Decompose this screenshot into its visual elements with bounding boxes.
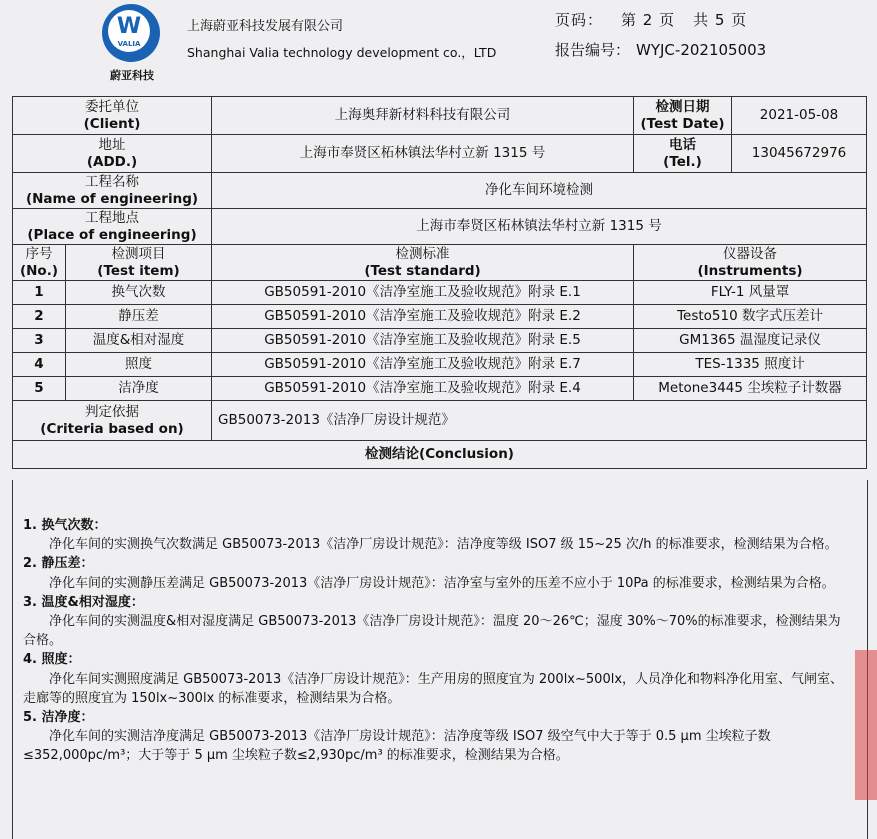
item-instrument: TES-1335 照度计 bbox=[634, 353, 867, 377]
conclusion-section bbox=[12, 480, 868, 839]
page-total: 共 5 页 bbox=[693, 11, 748, 29]
page-label: 页码： bbox=[555, 11, 604, 29]
address-label: 地址 (ADD.) bbox=[13, 135, 212, 173]
item-instrument: Testo510 数字式压差计 bbox=[634, 305, 867, 329]
conclusion-heading: 2. 静压差： bbox=[23, 556, 94, 572]
conclusion-item bbox=[23, 593, 853, 651]
logo-mark: W bbox=[116, 14, 142, 39]
conclusion-body bbox=[23, 516, 853, 766]
item-name: 温度&相对湿度 bbox=[66, 329, 212, 353]
item-no: 2 bbox=[13, 305, 66, 329]
item-instrument: FLY-1 风量罩 bbox=[634, 281, 867, 305]
engineering-name-label: 工程名称 (Name of engineering) bbox=[13, 173, 212, 209]
report-header bbox=[0, 0, 877, 92]
conclusion-heading: 4. 照度： bbox=[23, 652, 81, 668]
test-date-value: 2021-05-08 bbox=[732, 97, 867, 135]
item-instrument: Metone3445 尘埃粒子计数器 bbox=[634, 377, 867, 401]
address-value: 上海市奉贤区柘林镇法华村立新 1315 号 bbox=[212, 135, 634, 173]
item-no: 5 bbox=[13, 377, 66, 401]
conclusion-text: 净化车间的实测换气次数满足 GB50073-2013《洁净厂房设计规范》：洁净度等级 ISO7 级 15~25 次/h 的标准要求，检测结果为合格。 bbox=[49, 537, 838, 553]
table-row bbox=[13, 305, 867, 329]
report-info-table bbox=[12, 96, 867, 469]
standard-header: 检测标准 (Test standard) bbox=[212, 245, 634, 281]
company-name-en: Shanghai Valia technology development co.，LTD bbox=[187, 45, 497, 60]
criteria-row bbox=[13, 401, 867, 441]
address-row bbox=[13, 135, 867, 173]
conclusion-heading: 1. 换气次数： bbox=[23, 518, 107, 533]
client-label: 委托单位 (Client) bbox=[13, 97, 212, 135]
table-row bbox=[13, 353, 867, 377]
instrument-header: 仪器设备 (Instruments) bbox=[634, 245, 867, 281]
client-value: 上海奥拜新材料科技有限公司 bbox=[212, 97, 634, 135]
official-stamp bbox=[855, 650, 877, 800]
company-name-cn: 上海蔚亚科技发展有限公司 bbox=[187, 19, 344, 34]
report-number-value: WYJC-202105003 bbox=[636, 41, 767, 59]
item-name: 换气次数 bbox=[66, 281, 212, 305]
engineering-name-row bbox=[13, 173, 867, 209]
item-name: 洁净度 bbox=[66, 377, 212, 401]
conclusion-text: 净化车间的实测温度&相对湿度满足 GB50073-2013《洁净厂房设计规范》：温度 20～26℃；湿度 30%～70%的标准要求，检测结果为合格。 bbox=[23, 614, 841, 649]
item-instrument: GM1365 温湿度记录仪 bbox=[634, 329, 867, 353]
item-no: 4 bbox=[13, 353, 66, 377]
no-header: 序号 (No.) bbox=[13, 245, 66, 281]
logo-text: VALIA bbox=[117, 40, 141, 48]
item-standard: GB50591-2010《洁净室施工及验收规范》附录 E.2 bbox=[212, 305, 634, 329]
page-number bbox=[555, 9, 765, 30]
conclusion-title-row bbox=[13, 441, 867, 469]
report-number-label: 报告编号： bbox=[555, 41, 631, 59]
items-header-row bbox=[13, 245, 867, 281]
company-logo bbox=[100, 4, 164, 84]
item-standard: GB50591-2010《洁净室施工及验收规范》附录 E.7 bbox=[212, 353, 634, 377]
client-row bbox=[13, 97, 867, 135]
tel-value: 13045672976 bbox=[732, 135, 867, 173]
criteria-value: GB50073-2013《洁净厂房设计规范》 bbox=[212, 401, 867, 441]
conclusion-title: 检测结论(Conclusion) bbox=[13, 441, 867, 469]
conclusion-text: 净化车间实测照度满足 GB50073-2013《洁净厂房设计规范》：生产用房的照度宜为 200lx~500lx，人员净化和物料净化用室、气闸室、走廊等的照度宜为 150lx~300lx 的标准要求，检测结果为合格。 bbox=[23, 671, 844, 706]
item-header: 检测项目 (Test item) bbox=[66, 245, 212, 281]
conclusion-text: 净化车间的实测洁净度满足 GB50073-2013《洁净厂房设计规范》：洁净度等级 ISO7 级空气中大于等于 0.5 μm 尘埃粒子数≤352,000pc/m³；大于等于 5 μm 尘埃粒子数≤2,930pc/m³ 的标准要求，检测结果为合格。 bbox=[23, 729, 771, 764]
engineering-place-value: 上海市奉贤区柘林镇法华村立新 1315 号 bbox=[212, 209, 867, 245]
report-number bbox=[555, 39, 766, 60]
table-row bbox=[13, 377, 867, 401]
conclusion-item bbox=[23, 708, 853, 766]
conclusion-text: 净化车间的实测静压差满足 GB50073-2013《洁净厂房设计规范》：洁净室与室外的压差不应小于 10Pa 的标准要求，检测结果为合格。 bbox=[49, 575, 835, 591]
item-name: 照度 bbox=[66, 353, 212, 377]
engineering-place-label: 工程地点 (Place of engineering) bbox=[13, 209, 212, 245]
logo-caption: 蔚亚科技 bbox=[110, 69, 154, 82]
engineering-name-value: 净化车间环境检测 bbox=[212, 173, 867, 209]
item-no: 1 bbox=[13, 281, 66, 305]
item-standard: GB50591-2010《洁净室施工及验收规范》附录 E.4 bbox=[212, 377, 634, 401]
conclusion-heading: 3. 温度&相对湿度： bbox=[23, 594, 144, 610]
test-date-label: 检测日期 (Test Date) bbox=[634, 97, 732, 135]
table-row bbox=[13, 329, 867, 353]
conclusion-item bbox=[23, 650, 853, 708]
table-row bbox=[13, 281, 867, 305]
item-standard: GB50591-2010《洁净室施工及验收规范》附录 E.5 bbox=[212, 329, 634, 353]
page-current: 第 2 页 bbox=[621, 11, 676, 29]
engineering-place-row bbox=[13, 209, 867, 245]
item-no: 3 bbox=[13, 329, 66, 353]
criteria-label: 判定依据 (Criteria based on) bbox=[13, 401, 212, 441]
item-name: 静压差 bbox=[66, 305, 212, 329]
conclusion-item bbox=[23, 516, 853, 554]
conclusion-item bbox=[23, 554, 853, 592]
tel-label: 电话 (Tel.) bbox=[634, 135, 732, 173]
item-standard: GB50591-2010《洁净室施工及验收规范》附录 E.1 bbox=[212, 281, 634, 305]
conclusion-heading: 5. 洁净度： bbox=[23, 710, 94, 726]
